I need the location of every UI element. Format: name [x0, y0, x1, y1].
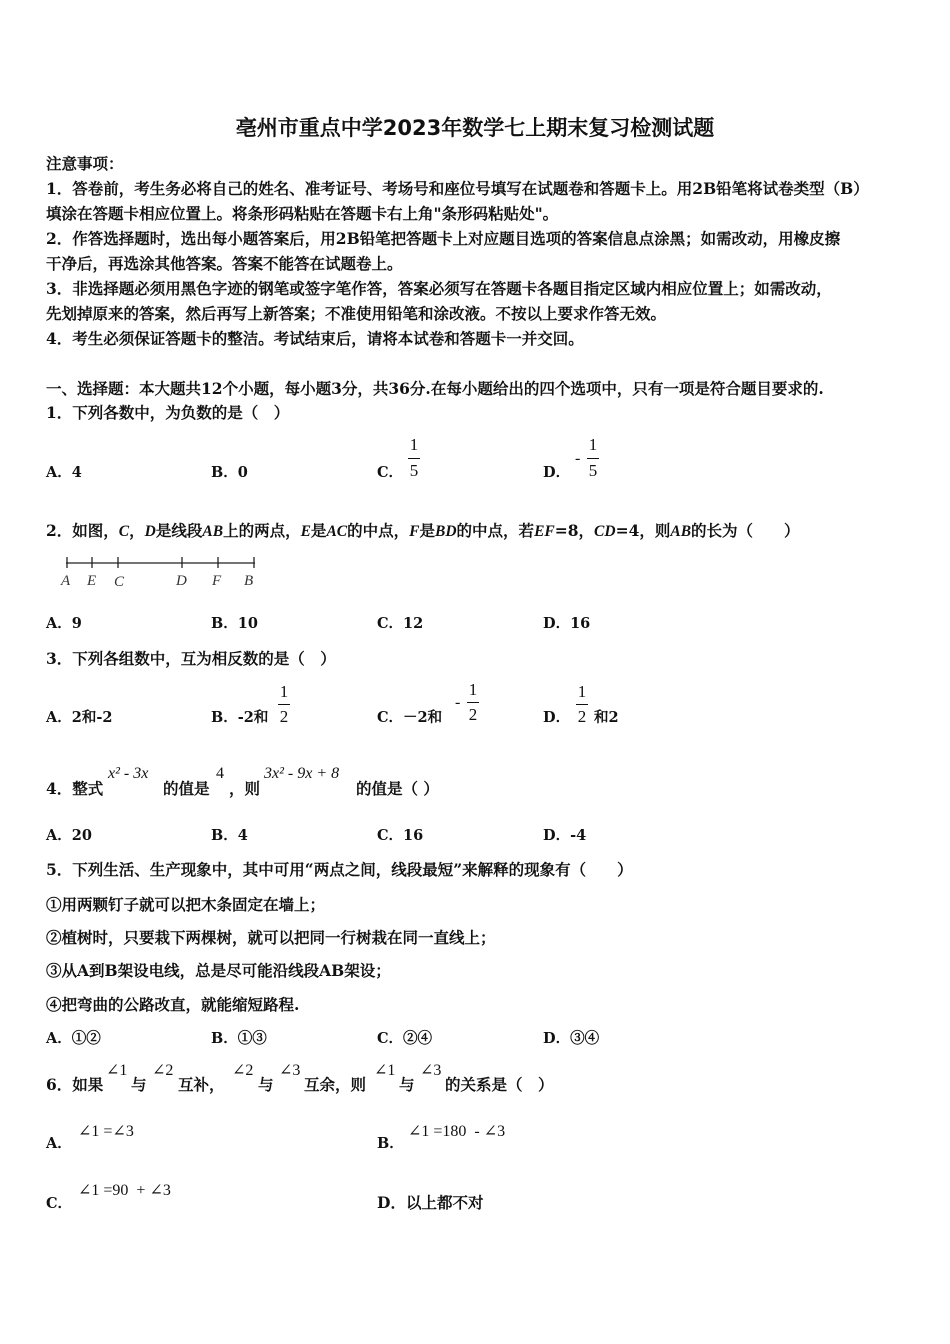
notice-line: 先划掉原来的答案，然后再写上新答案；不准使用铅笔和涂改液。不按以上要求作答无效。 [46, 304, 667, 323]
question-2-stem: 2．如图，C，D是线段AB上的两点，E是AC的中点，F是BD的中点，若EF=8，CD=4，则AB的长为（ ） [46, 521, 800, 540]
q5-option-a: A．①② [46, 1030, 101, 1047]
notice-line: 1．答卷前，考生务必将自己的姓名、准考证号、考场号和座位号填写在试题卷和答题卡上。用2B铅笔将试卷类型（B） [46, 179, 869, 198]
notice-line: 4．考生必须保证答题卡的整洁。考试结束后，请将本试卷和答题卡一并交回。 [46, 329, 584, 348]
q2-option-c: C．12 [377, 615, 424, 632]
q3-option-b: B．-2和 [211, 709, 269, 726]
q4-expression-1: x² - 3x [108, 765, 149, 782]
q4-option-b: B．4 [211, 827, 248, 844]
q5-item: ③从A到B架设电线，总是尽可能沿线段AB架设； [46, 961, 391, 980]
label-c: C [114, 574, 125, 590]
label-b: B [244, 573, 254, 589]
question-5-stem: 5．下列生活、生产现象中，其中可用“两点之间，线段最短”来解释的现象有（ ） [46, 860, 633, 879]
q6-option-b-expression: ∠1 =180 - ∠3 [408, 1123, 506, 1140]
page-title: 亳州市重点中学2023年数学七上期末复习检测试题 [235, 116, 715, 140]
q1-c-denominator: 5 [409, 461, 419, 480]
q1-option-b: B．0 [211, 464, 248, 481]
q6-word: 与 [399, 1075, 415, 1094]
q3-c-denominator: 2 [468, 705, 478, 724]
q5-item: ①用两颗钉子就可以把木条固定在墙上； [46, 895, 326, 914]
q6-word: 互补， [178, 1075, 225, 1094]
section-heading: 一、选择题：本大题共12个小题，每小题3分，共36分.在每小题给出的四个选项中，只有一项是符合题目要求的. [46, 379, 824, 398]
q6-angle-5: ∠1 [374, 1062, 396, 1079]
q6-angle-1: ∠1 [106, 1062, 128, 1079]
q2-option-a: A．9 [46, 615, 82, 632]
question-1-stem: 1．下列各数中，为负数的是（ ） [46, 403, 290, 422]
q5-item: ②植树时，只要栽下两棵树，就可以把同一行树栽在同一直线上； [46, 928, 496, 947]
q3-option-d: D． [543, 709, 571, 726]
q4-option-a: A．20 [46, 827, 92, 844]
q5-option-b: B．①③ [211, 1030, 267, 1047]
q6-option-c-expression: ∠1 =90 + ∠3 [78, 1182, 171, 1199]
notice-heading: 注意事项： [46, 154, 124, 173]
q6-prefix: 6．如果 [46, 1075, 104, 1094]
q3-d-numerator: 1 [577, 682, 587, 701]
q6-angle-6: ∠3 [420, 1062, 442, 1079]
q6-option-c: C． [46, 1195, 73, 1212]
q4-option-c: C．16 [377, 827, 424, 844]
q4-suffix: 的值是（ ） [356, 779, 439, 798]
q3-b-denominator: 2 [279, 707, 289, 726]
fraction-bar [576, 704, 588, 705]
q1-c-numerator: 1 [409, 435, 419, 454]
q6-word: 互余，则 [304, 1075, 367, 1094]
q1-d-denominator: 5 [588, 461, 598, 480]
q4-expression-2: 3x² - 9x + 8 [264, 765, 340, 782]
q1-option-c: C． [377, 464, 404, 481]
fraction-bar [278, 704, 290, 705]
label-a: A [61, 573, 71, 589]
notice-line: 填涂在答题卡相应位置上。将条形码粘贴在答题卡右上角"条形码粘贴处"。 [46, 204, 559, 223]
q6-option-b: B． [377, 1135, 404, 1152]
q4-then: ，则 [229, 779, 261, 798]
q1-d-numerator: 1 [588, 435, 598, 454]
q3-option-a: A．2和-2 [46, 709, 113, 726]
q5-option-d: D．③④ [543, 1030, 600, 1047]
q5-item: ④把弯曲的公路改直，就能缩短路程. [46, 995, 300, 1014]
fraction-bar [587, 458, 599, 459]
q3-option-d-tail: 和2 [594, 709, 619, 726]
q1-option-a: A．4 [46, 464, 82, 481]
q1-d-sign: - [575, 450, 581, 467]
q2-option-d: D．16 [543, 615, 591, 632]
q6-word: 与 [131, 1075, 147, 1094]
q3-d-denominator: 2 [577, 707, 587, 726]
fraction-bar [408, 458, 420, 459]
question-3-stem: 3．下列各组数中，互为相反数的是（ ） [46, 649, 336, 668]
q4-prefix: 4．整式 [46, 779, 104, 798]
segment-diagram [56, 552, 266, 592]
q6-option-a: A． [46, 1135, 72, 1152]
notice-line: 干净后，再选涂其他答案。答案不能答在试题卷上。 [46, 254, 403, 273]
q2-option-b: B．10 [211, 615, 258, 632]
notice-line: 2．作答选择题时，选出每小题答案后，用2B铅笔把答题卡上对应题目选项的答案信息点涂黑；如需改动，用橡皮擦 [46, 229, 841, 248]
label-e: E [87, 573, 97, 589]
q3-b-numerator: 1 [279, 682, 289, 701]
notice-line: 3．非选择题必须用黑色字迹的钢笔或签字笔作答，答案必须写在答题卡各题目指定区域内相应位置上；如需改动， [46, 279, 832, 298]
q6-option-d: D．以上都不对 [377, 1193, 484, 1212]
q6-angle-3: ∠2 [232, 1062, 254, 1079]
q3-c-sign: - [455, 694, 461, 711]
label-f: F [212, 573, 222, 589]
q6-word: 与 [258, 1075, 274, 1094]
q6-suffix: 的关系是（ ） [445, 1075, 554, 1094]
q4-option-d: D．-4 [543, 827, 587, 844]
q3-option-c: C．－2和 [377, 709, 443, 726]
q4-value: 4 [216, 765, 224, 782]
q4-middle: 的值是 [163, 779, 210, 798]
q3-c-numerator: 1 [468, 680, 478, 699]
q6-angle-2: ∠2 [152, 1062, 174, 1079]
q6-option-a-expression: ∠1 =∠3 [78, 1123, 134, 1140]
q5-option-c: C．②④ [377, 1030, 433, 1047]
fraction-bar [467, 702, 479, 703]
q6-angle-4: ∠3 [279, 1062, 301, 1079]
label-d: D [176, 573, 187, 589]
q1-option-d: D． [543, 464, 571, 481]
